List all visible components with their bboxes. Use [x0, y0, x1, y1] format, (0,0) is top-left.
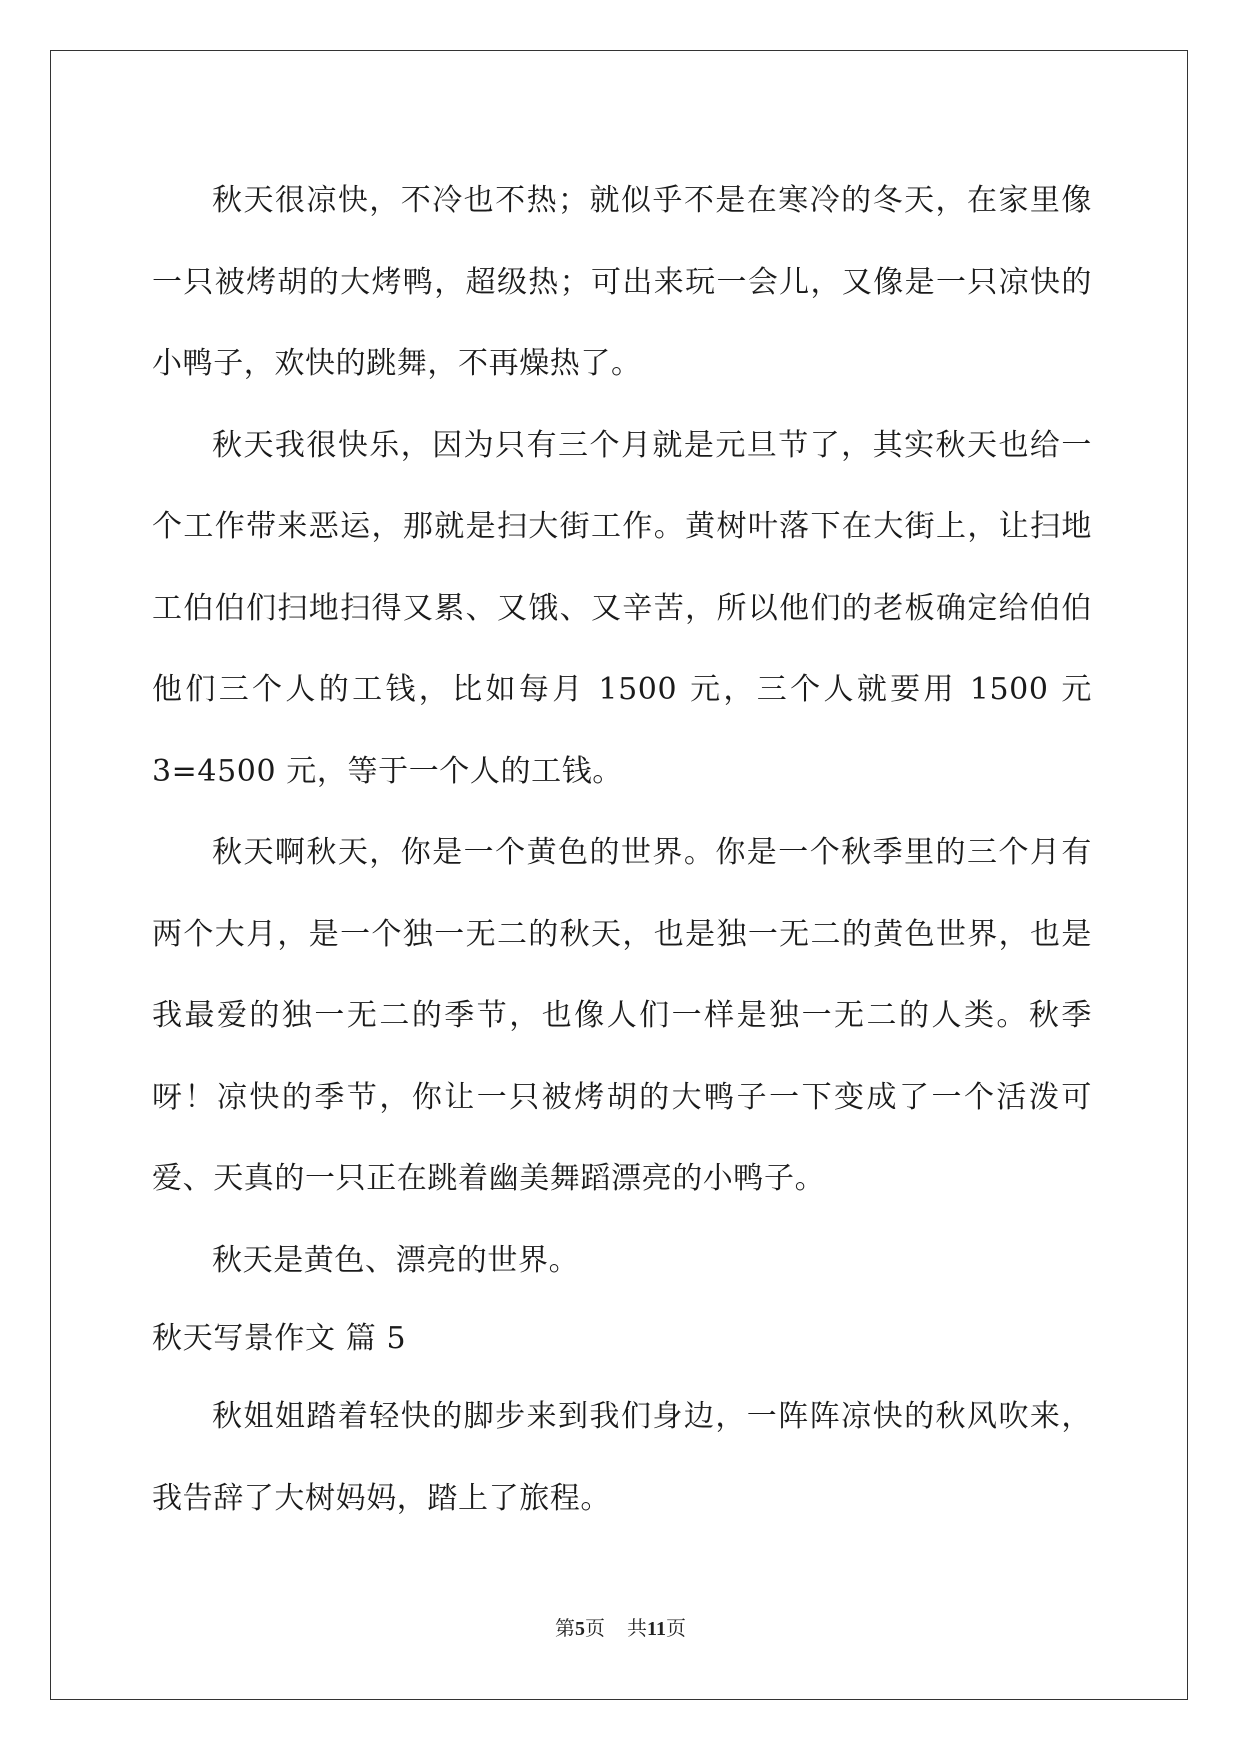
- section-heading: 秋天写景作文 篇 5: [152, 1321, 407, 1356]
- footer-total-pages: 11: [647, 1618, 666, 1640]
- footer-total-prefix: 共: [627, 1616, 648, 1640]
- page-footer: [0, 1612, 1241, 1641]
- document-body: [152, 160, 1092, 1539]
- paragraph-5: 秋姐姐踏着轻快的脚步来到我们身边，一阵阵凉快的秋风吹来，我告辞了大树妈妈，踏上了旅程。: [152, 1399, 1092, 1516]
- footer-total-suffix: 页: [665, 1616, 686, 1640]
- paragraph-1: 秋天很凉快，不冷也不热；就似乎不是在寒冷的冬天，在家里像一只被烤胡的大烤鸭，超级热；可出来玩一会儿，又像是一只凉快的小鸭子，欢快的跳舞，不再燥热了。: [152, 183, 1092, 381]
- paragraph-2: 秋天我很快乐，因为只有三个月就是元旦节了，其实秋天也给一个工作带来恶运，那就是扫大街工作。黄树叶落下在大街上，让扫地工伯伯们扫地扫得又累、又饿、又辛苦，所以他们的老板确定给伯伯他们三个人的工钱，比如每月 1500 元，三个人就要用 1500 元 3=4500 元，等于一个人的工钱。: [152, 427, 1092, 789]
- footer-prefix: 第: [555, 1616, 576, 1640]
- footer-page-number: 5: [575, 1618, 586, 1640]
- paragraph-4: 秋天是黄色、漂亮的世界。: [212, 1242, 580, 1278]
- footer-page-suffix: 页: [585, 1616, 606, 1640]
- paragraph-3: 秋天啊秋天，你是一个黄色的世界。你是一个秋季里的三个月有两个大月，是一个独一无二的秋天，也是独一无二的黄色世界，也是我最爱的独一无二的季节，也像人们一样是独一无二的人类。秋季呀！凉快的季节，你让一只被烤胡的大鸭子一下变成了一个活泼可爱、天真的一只正在跳着幽美舞蹈漂亮的小鸭子。: [152, 835, 1092, 1196]
